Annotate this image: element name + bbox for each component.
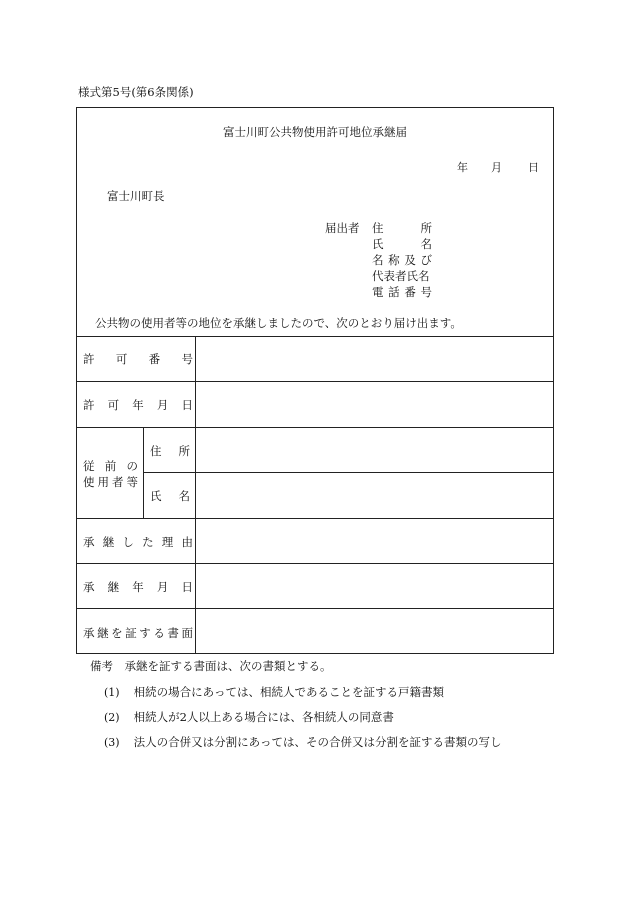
proof-document-field[interactable] <box>196 609 554 653</box>
previous-user-label-line1: 従 前 の <box>83 459 138 473</box>
permit-date-label: 許 可 年 月 日 <box>83 398 193 412</box>
applicant-name-label: 氏 名 <box>372 237 432 251</box>
succession-reason-label: 承 継 し た 理 由 <box>83 535 193 549</box>
note-text: 相続人が2人以上ある場合には、各相続人の同意書 <box>133 710 394 724</box>
previous-address-field[interactable] <box>196 428 554 472</box>
sub-column-divider <box>143 427 144 518</box>
applicant-phone-label: 電 話 番 号 <box>372 285 432 299</box>
note-number: (3) <box>104 736 120 749</box>
previous-address-label: 住 所 <box>150 444 190 458</box>
previous-name-field[interactable] <box>196 473 554 518</box>
date-year: 年 <box>457 161 468 174</box>
applicant-address-label: 住 所 <box>372 221 432 235</box>
statement: 公共物の使用者等の地位を承継しましたので、次のとおり届け出ます。 <box>95 316 462 330</box>
note-number: (1) <box>104 686 120 699</box>
permit-date-field[interactable] <box>196 382 554 427</box>
note-item <box>104 734 501 750</box>
previous-user-label-line2: 使 用 者 等 <box>83 475 138 489</box>
date-month: 月 <box>491 161 502 174</box>
applicant-representative-label: 代表者氏名 <box>372 269 430 283</box>
applicant-label: 届出者 <box>325 221 360 235</box>
note-text: 法人の合併又は分割にあっては、その合併又は分割を証する書類の写し <box>133 735 502 749</box>
date-day: 日 <box>528 161 539 174</box>
proof-document-label: 承 継 を 証 す る 書 面 <box>83 626 193 640</box>
permit-number-label: 許 可 番 号 <box>83 352 193 366</box>
form-title: 富士川町公共物使用許可地位承継届 <box>223 125 407 139</box>
addressee: 富士川町長 <box>107 189 165 203</box>
note-item <box>104 684 444 700</box>
succession-date-label: 承 継 年 月 日 <box>83 580 193 594</box>
note-text: 相続の場合にあっては、相続人であることを証する戸籍書類 <box>133 685 444 699</box>
succession-date-field[interactable] <box>196 564 554 608</box>
succession-reason-field[interactable] <box>196 519 554 563</box>
previous-name-label: 氏 名 <box>150 489 190 503</box>
permit-number-field[interactable] <box>196 337 554 381</box>
note-number: (2) <box>104 711 120 724</box>
form-number-label: 様式第5号(第6条関係) <box>78 85 194 99</box>
notes-header: 備考 承継を証する書面は、次の書類とする。 <box>90 659 332 673</box>
form-box <box>76 107 554 654</box>
note-item <box>104 709 394 725</box>
applicant-name-and-label: 名 称 及 び <box>372 253 432 267</box>
